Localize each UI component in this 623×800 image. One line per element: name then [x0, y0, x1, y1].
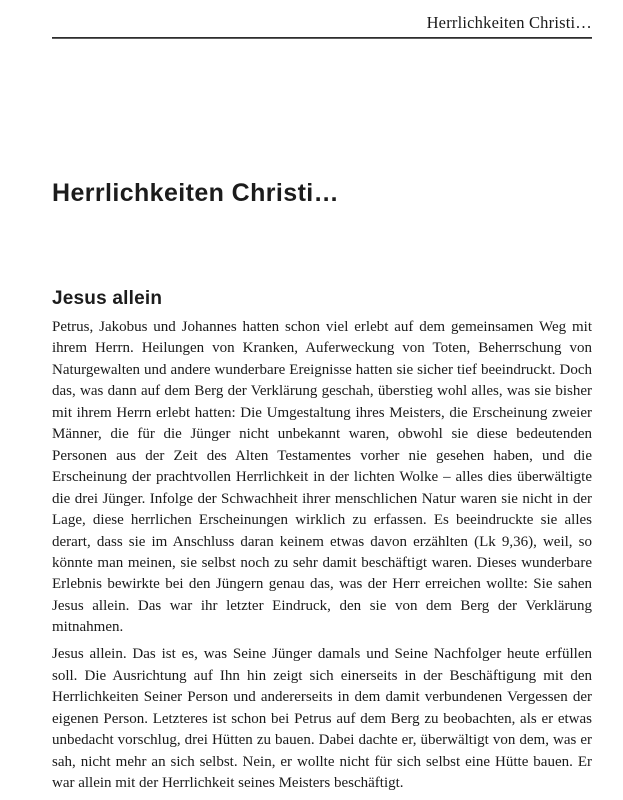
- section-heading: Jesus allein: [52, 288, 163, 309]
- paragraph-1: Petrus, Jakobus und Johannes hatten schon viel erlebt auf dem gemeinsamen Weg mit ihrem Herrn. Heilungen von Kranken, Auferweckung von Toten, Beherrschung von Naturgewalten und andere wunderbare Ereignisse hatten sie sicher tief beeindruckt. Doch das, was dann auf dem Berg der Verklärung geschah, überstieg wohl alles, was sie bisher mit ihrem Herrn erlebt hatten: Die Umgestaltung ihres Meisters, die Erscheinung zweier Männer, die für die Jünger nicht unbekannt waren, obwohl sie diese bedeutenden Personen aus der Zeit des Alten Testamentes vorher nie gesehen haben, und die Erscheinung der prachtvollen Herrlichkeit in der lichten Wolke – alles dies überwältigte die drei Jünger. Infolge der Schwachheit ihrer menschlichen Natur waren sie nicht in der Lage, diese herrlichen Erscheinungen wirklich zu erfassen. Es beeindruckte sie alles derart, dass sie im Anschluss daran keinem etwas davon erzählten (Lk 9,36), weil, so könnte man meinen, sie selbst noch zu sehr damit beschäftigt waren. Dieses wunderbare Erlebnis bewirkte bei den Jüngern genau das, was der Herr erreichen wollte: Sie sahen Jesus allein. Das war ihr letzter Eindruck, den sie von dem Berg der Verklärung mitnahmen.: [52, 319, 592, 636]
- page-title: Herrlichkeiten Christi…: [52, 179, 340, 207]
- header-rule: [52, 37, 592, 39]
- running-header: Herrlichkeiten Christi…: [426, 13, 592, 32]
- paragraph-2: Jesus allein. Das ist es, was Seine Jünger damals und Seine Nachfolger heute erfüllen soll. Die Ausrichtung auf Ihn hin zeigt sich einerseits in der Beschäftigung mit den Herrlichkeiten Seiner Person und andererseits in dem damit verbundenen Vergessen der eigenen Person. Letzteres ist schon bei Petrus auf dem Berg zu beobachten, als er etwas unbedacht vorschlug, drei Hütten zu bauen. Dabei dachte er, überwältigt von dem, was er sah, nicht mehr an sich selbst. Nein, er wollte nicht für sich selbst eine Hütte bauen. Er war allein mit der Herrlichkeit seines Meisters beschäftigt.: [52, 646, 592, 792]
- body-text: [52, 317, 592, 794]
